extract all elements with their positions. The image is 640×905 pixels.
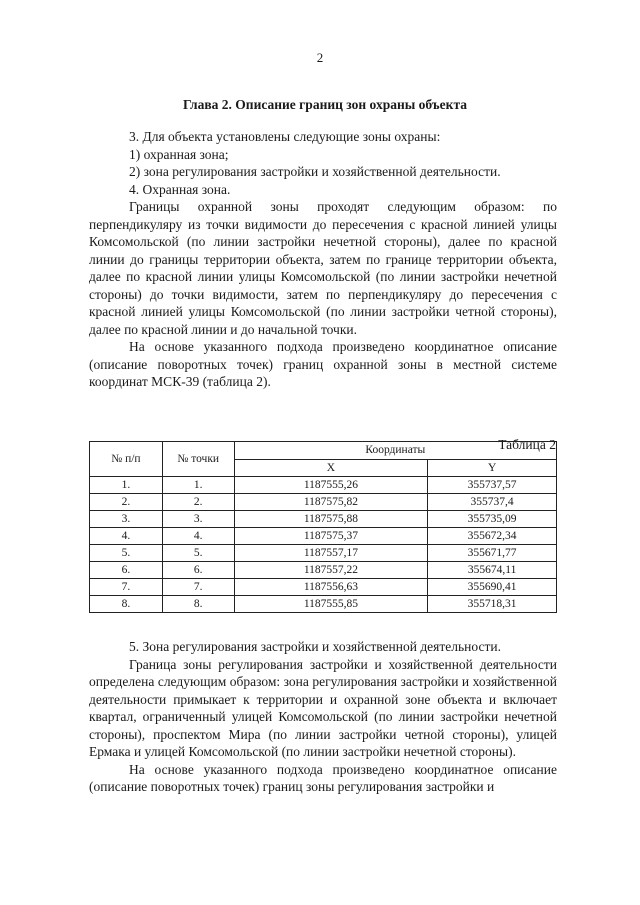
item-4-heading: 4. Охранная зона. xyxy=(129,181,231,197)
header-x: X xyxy=(234,459,428,477)
security-zone-boundary-paragraph: Границы охранной зоны проходят следующим образом: по перпендикуляру из точки видимости до пересечения с красной линией улицы Комсомольской (по линии застройки нечетной стороны), далее по красной линии до границы территории объекта, затем по границе территории объекта, далее по красной линии улицы Комсомольской (по линии застройки нечетной стороны) до точки видимости, затем по перпендикуляру до пересечения с красной линией улицы Комсомольской (по линии застройки четной стороны), далее по красной линии и до начальной точки. xyxy=(89,199,557,337)
section-security-zone xyxy=(89,128,557,391)
cell-x: 1187555,85 xyxy=(234,596,428,613)
cell-row-number: 2. xyxy=(90,494,163,511)
cell-row-number: 3. xyxy=(90,511,163,528)
item-5-heading: 5. Зона регулирования застройки и хозяйственной деятельности. xyxy=(129,639,501,654)
cell-x: 1187557,17 xyxy=(234,545,428,562)
chapter-heading: Глава 2. Описание границ зон охраны объекта xyxy=(182,97,467,112)
cell-row-number: 7. xyxy=(90,579,163,596)
table-row xyxy=(90,545,557,562)
zone-item-1: 1) охранная зона; xyxy=(129,146,229,162)
header-point-number: № точки xyxy=(162,442,234,477)
table-row xyxy=(90,562,557,579)
cell-point-number: 2. xyxy=(162,494,234,511)
cell-point-number: 6. xyxy=(162,562,234,579)
table-row xyxy=(90,579,557,596)
table-row xyxy=(90,528,557,545)
cell-y: 355690,41 xyxy=(428,579,557,596)
zones-intro: 3. Для объекта установлены следующие зоны охраны: xyxy=(129,129,441,144)
table-row xyxy=(90,511,557,528)
cell-x: 1187556,63 xyxy=(234,579,428,596)
cell-point-number: 1. xyxy=(162,477,234,494)
table-row xyxy=(90,596,557,613)
cell-row-number: 6. xyxy=(90,562,163,579)
cell-y: 355671,77 xyxy=(428,545,557,562)
section-regulation-zone xyxy=(89,638,557,796)
cell-x: 1187575,88 xyxy=(234,511,428,528)
cell-point-number: 7. xyxy=(162,579,234,596)
header-y: Y xyxy=(428,459,557,477)
table-row xyxy=(90,494,557,511)
cell-y: 355737,4 xyxy=(428,494,557,511)
cell-point-number: 4. xyxy=(162,528,234,545)
header-coordinates: Координаты xyxy=(234,442,556,460)
table-caption: Таблица 2 xyxy=(498,437,556,452)
cell-y: 355672,34 xyxy=(428,528,557,545)
header-row-number: № п/п xyxy=(90,442,163,477)
cell-x: 1187575,37 xyxy=(234,528,428,545)
cell-row-number: 4. xyxy=(90,528,163,545)
cell-row-number: 5. xyxy=(90,545,163,562)
cell-y: 355718,31 xyxy=(428,596,557,613)
cell-row-number: 1. xyxy=(90,477,163,494)
page-number: 2 xyxy=(316,50,324,65)
cell-point-number: 8. xyxy=(162,596,234,613)
cell-x: 1187557,22 xyxy=(234,562,428,579)
cell-y: 355737,57 xyxy=(428,477,557,494)
cell-y: 355674,11 xyxy=(428,562,557,579)
regulation-zone-method-paragraph: На основе указанного подхода произведено координатное описание (описание поворотных точек) границ зоны регулирования застройки и xyxy=(89,761,557,794)
regulation-zone-boundary-paragraph: Граница зоны регулирования застройки и хозяйственной деятельности определена следующим образом: зона регулирования застройки и хозяйственной деятельности примыкает к территории и охранной зоне объекта и включает квартал, ограниченный улицей Комсомольской (по линии застройки нечетной стороны), проспектом Мира (по линии застройки четной стороны), улицей Ермака и улицей Комсомольской (по линии застройки нечетной стороны). xyxy=(89,656,557,759)
coordinates-table xyxy=(89,441,557,613)
cell-point-number: 3. xyxy=(162,511,234,528)
table-row xyxy=(90,477,557,494)
cell-point-number: 5. xyxy=(162,545,234,562)
cell-row-number: 8. xyxy=(90,596,163,613)
cell-x: 1187555,26 xyxy=(234,477,428,494)
cell-y: 355735,09 xyxy=(428,511,557,528)
cell-x: 1187575,82 xyxy=(234,494,428,511)
security-zone-method-paragraph: На основе указанного подхода произведено координатное описание (описание поворотных точек) границ охранной зоны в местной системе координат МСК-39 (таблица 2). xyxy=(89,339,557,389)
zone-item-2: 2) зона регулирования застройки и хозяйственной деятельности. xyxy=(129,164,501,179)
